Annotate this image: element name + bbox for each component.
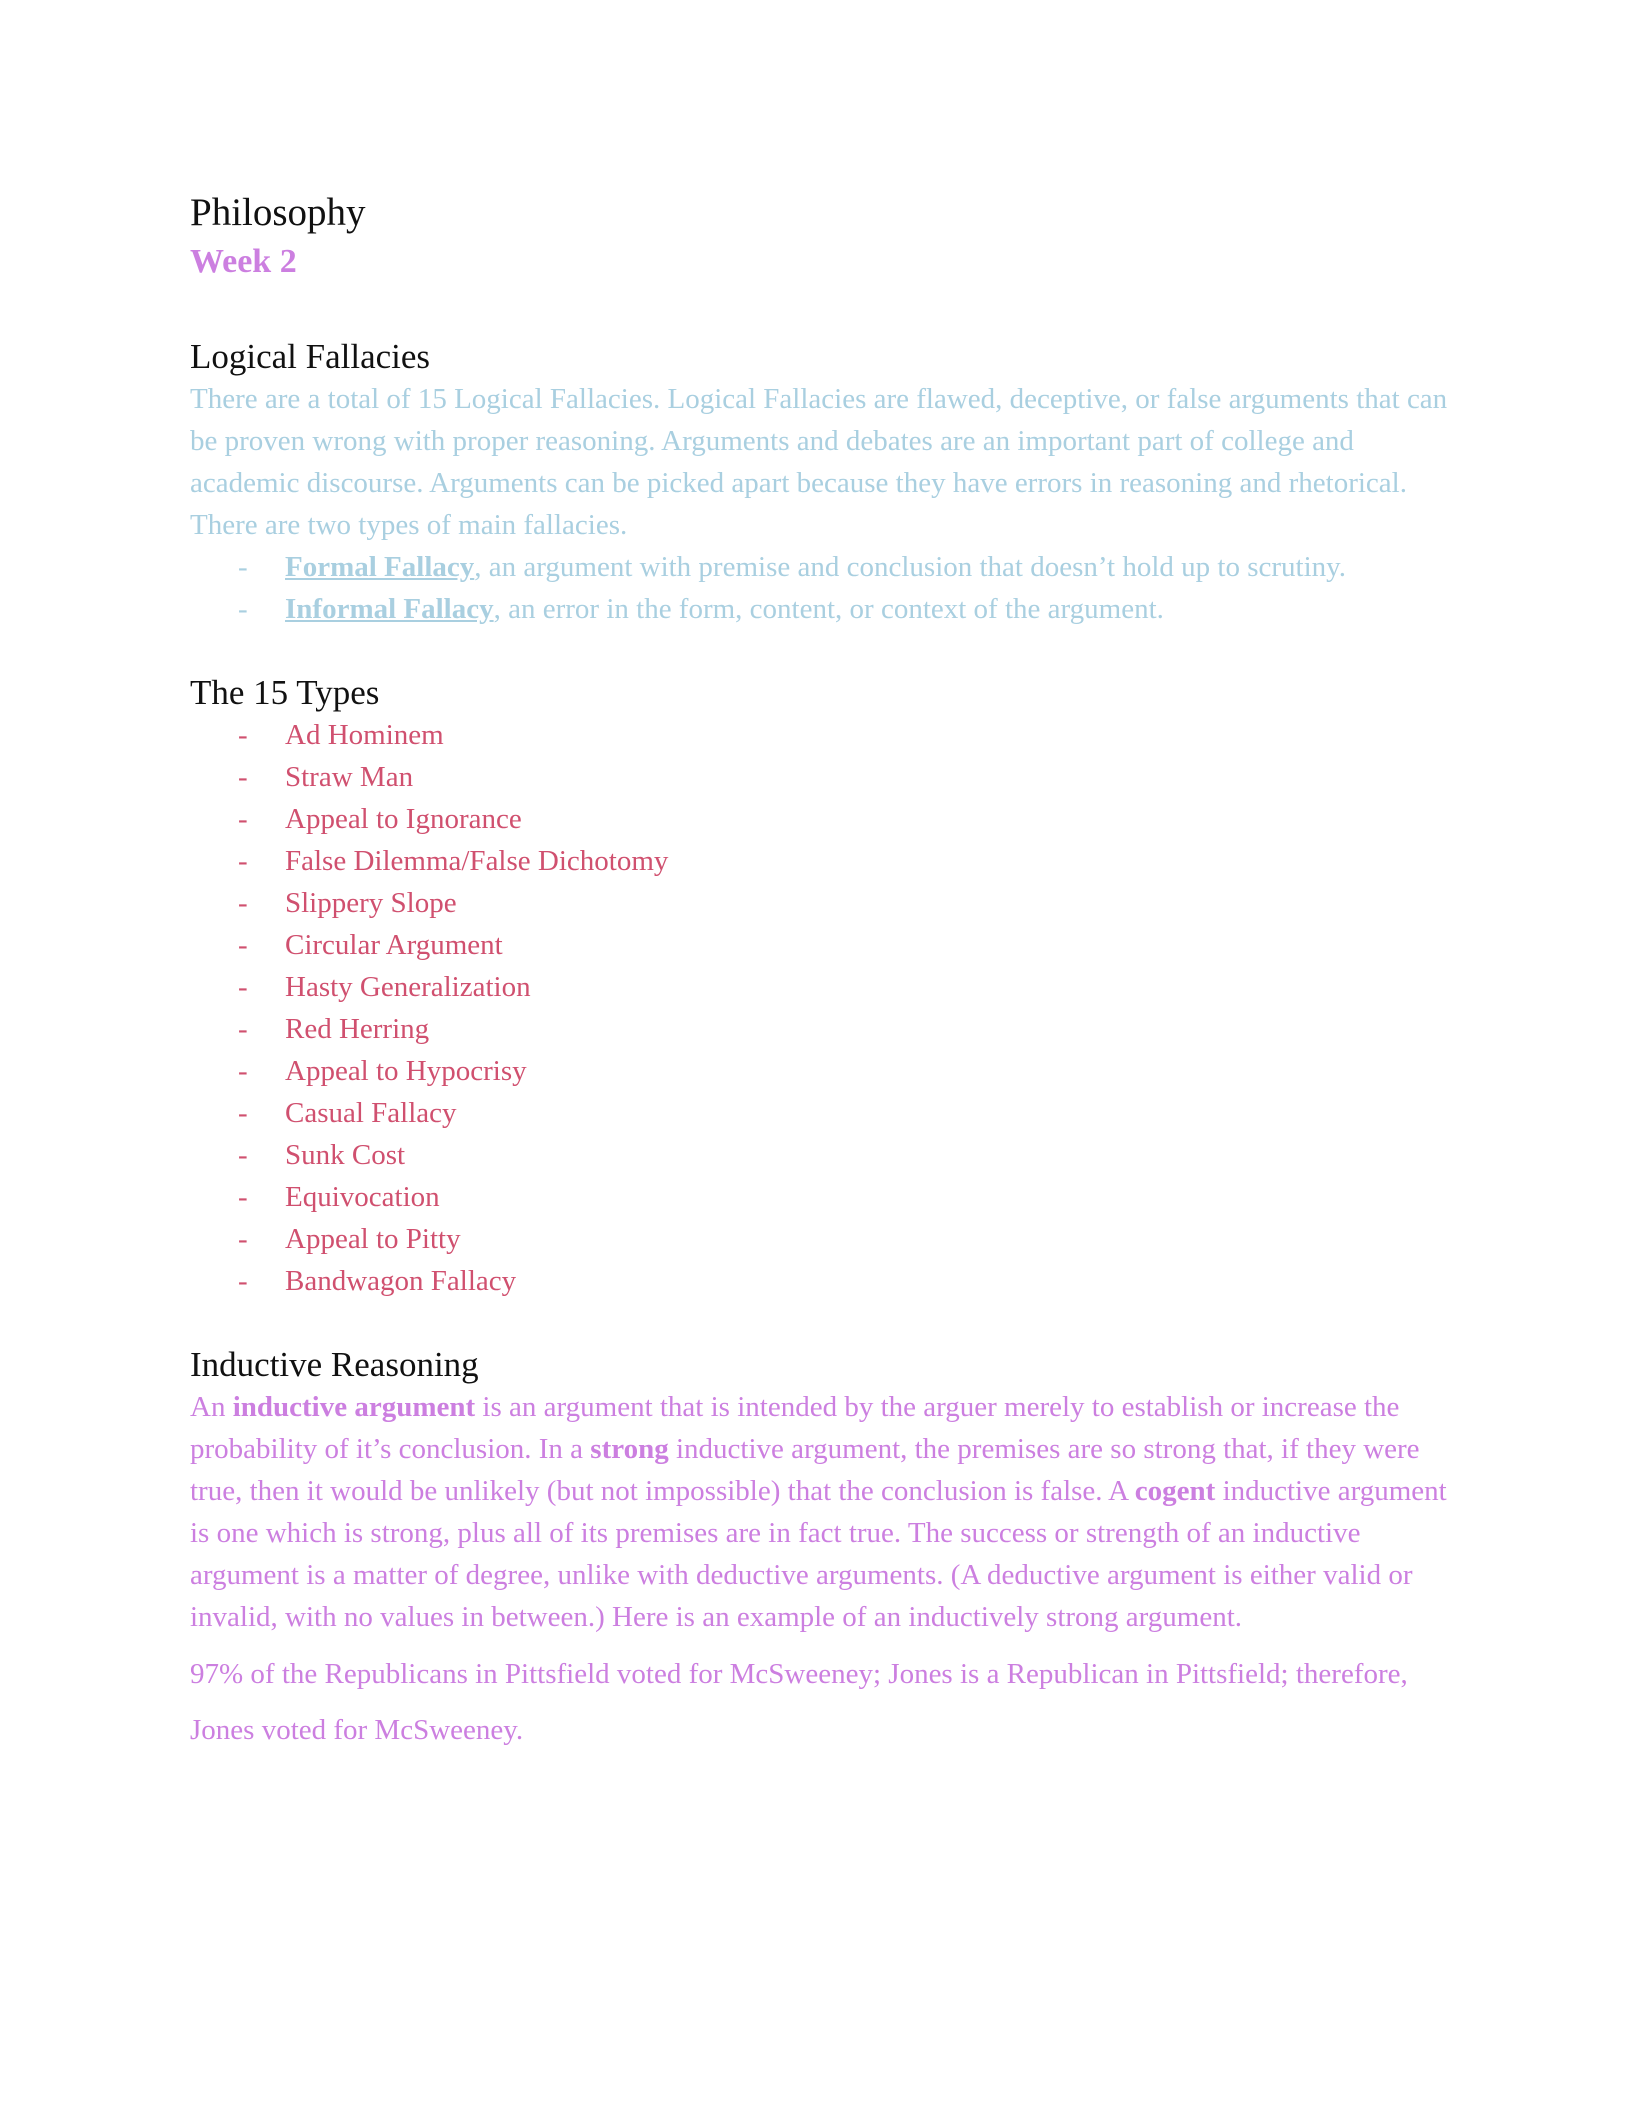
list-dash: -: [238, 887, 248, 919]
list-item: [190, 714, 1460, 756]
inductive-paragraph: [190, 1386, 1460, 1638]
list-dash: -: [238, 971, 248, 1003]
list-item: [190, 1176, 1460, 1218]
list-dash: -: [238, 1013, 248, 1045]
list-item-label: Circular Argument: [285, 929, 503, 961]
list-item-label: False Dilemma/False Dichotomy: [285, 845, 669, 877]
fallacy-types-list: [190, 714, 1460, 1302]
list-dash: -: [238, 761, 248, 793]
list-item-label: Red Herring: [285, 1013, 430, 1045]
list-item-label: Appeal to Pitty: [285, 1223, 461, 1255]
list-item: [190, 546, 1460, 588]
list-item: [190, 1260, 1460, 1302]
list-item-label: Appeal to Hypocrisy: [285, 1055, 527, 1087]
list-item: [190, 924, 1460, 966]
document-page: [190, 190, 1460, 1758]
section-heading-types: The 15 Types: [190, 673, 380, 712]
list-dash: -: [238, 1223, 248, 1255]
list-item: [190, 798, 1460, 840]
inductive-example: 97% of the Republicans in Pittsfield voted for McSweeney; Jones is a Republican in Pittsfield; therefore, Jones voted for McSweeney.: [190, 1658, 1408, 1746]
list-dash: -: [238, 1139, 248, 1171]
page-subtitle: Week 2: [190, 243, 297, 280]
list-item: [190, 1218, 1460, 1260]
list-item: [190, 882, 1460, 924]
inductive-text: inductive argument, the premises are so strong that, if they were true, then it would be unlikely (but not impossible) that the conclusion is false. A: [190, 1433, 1420, 1507]
fallacy-kind-list: [190, 546, 1460, 630]
bold-term-inductive-argument: inductive argument: [232, 1391, 476, 1423]
list-dash: -: [238, 593, 248, 625]
section-heading-inductive-reasoning: Inductive Reasoning: [190, 1345, 479, 1384]
list-item-label: Casual Fallacy: [285, 1097, 457, 1129]
list-item: [190, 756, 1460, 798]
list-dash: -: [238, 1265, 248, 1297]
list-item: [190, 588, 1460, 630]
inductive-text: inductive argument is one which is strong, plus all of its premises are in fact true. The success or strength of an inductive argument is a matter of degree, unlike with deductive arguments. (A deductive argument is either valid or invalid, with no values in between.) Here is an example of an inductively strong argument.: [190, 1475, 1447, 1633]
term-formal-fallacy: Formal Fallacy: [285, 551, 475, 583]
list-item: [190, 1050, 1460, 1092]
term-informal-fallacy: Informal Fallacy: [285, 593, 494, 625]
list-item-label: Slippery Slope: [285, 887, 457, 919]
list-item-label: Hasty Generalization: [285, 971, 531, 1003]
list-dash: -: [238, 1181, 248, 1213]
bold-term-strong: strong: [590, 1433, 669, 1465]
list-item-label: Appeal to Ignorance: [285, 803, 522, 835]
list-item: [190, 966, 1460, 1008]
list-dash: -: [238, 845, 248, 877]
section-heading-logical-fallacies: Logical Fallacies: [190, 337, 431, 376]
term-definition: , an argument with premise and conclusion that doesn’t hold up to scrutiny.: [474, 551, 1346, 583]
list-item-label: Sunk Cost: [285, 1139, 406, 1171]
list-item-label: Bandwagon Fallacy: [285, 1265, 517, 1297]
list-dash: -: [238, 719, 248, 751]
list-item-label: Straw Man: [285, 761, 414, 793]
list-item: [190, 840, 1460, 882]
inductive-text: An: [190, 1391, 233, 1423]
list-dash: -: [238, 803, 248, 835]
term-definition: , an error in the form, content, or context of the argument.: [493, 593, 1164, 625]
list-dash: -: [238, 551, 248, 583]
list-item: [190, 1092, 1460, 1134]
list-item-label: Equivocation: [285, 1181, 440, 1213]
list-item-label: Ad Hominem: [285, 719, 444, 751]
list-item: [190, 1008, 1460, 1050]
bold-term-cogent: cogent: [1134, 1475, 1216, 1507]
list-dash: -: [238, 1055, 248, 1087]
list-dash: -: [238, 929, 248, 961]
inductive-text: is an argument that is intended by the arguer merely to establish or increase the probability of it’s conclusion. In a: [190, 1391, 1400, 1465]
list-dash: -: [238, 1097, 248, 1129]
list-item: [190, 1134, 1460, 1176]
page-title: Philosophy: [190, 191, 366, 234]
logical-fallacies-paragraph: There are a total of 15 Logical Fallacies. Logical Fallacies are flawed, deceptive, or false arguments that can be proven wrong with proper reasoning. Arguments and debates are an important part of college and academic discourse. Arguments can be picked apart because they have errors in reasoning and rhetorical. There are two types of main fallacies.: [190, 383, 1448, 541]
